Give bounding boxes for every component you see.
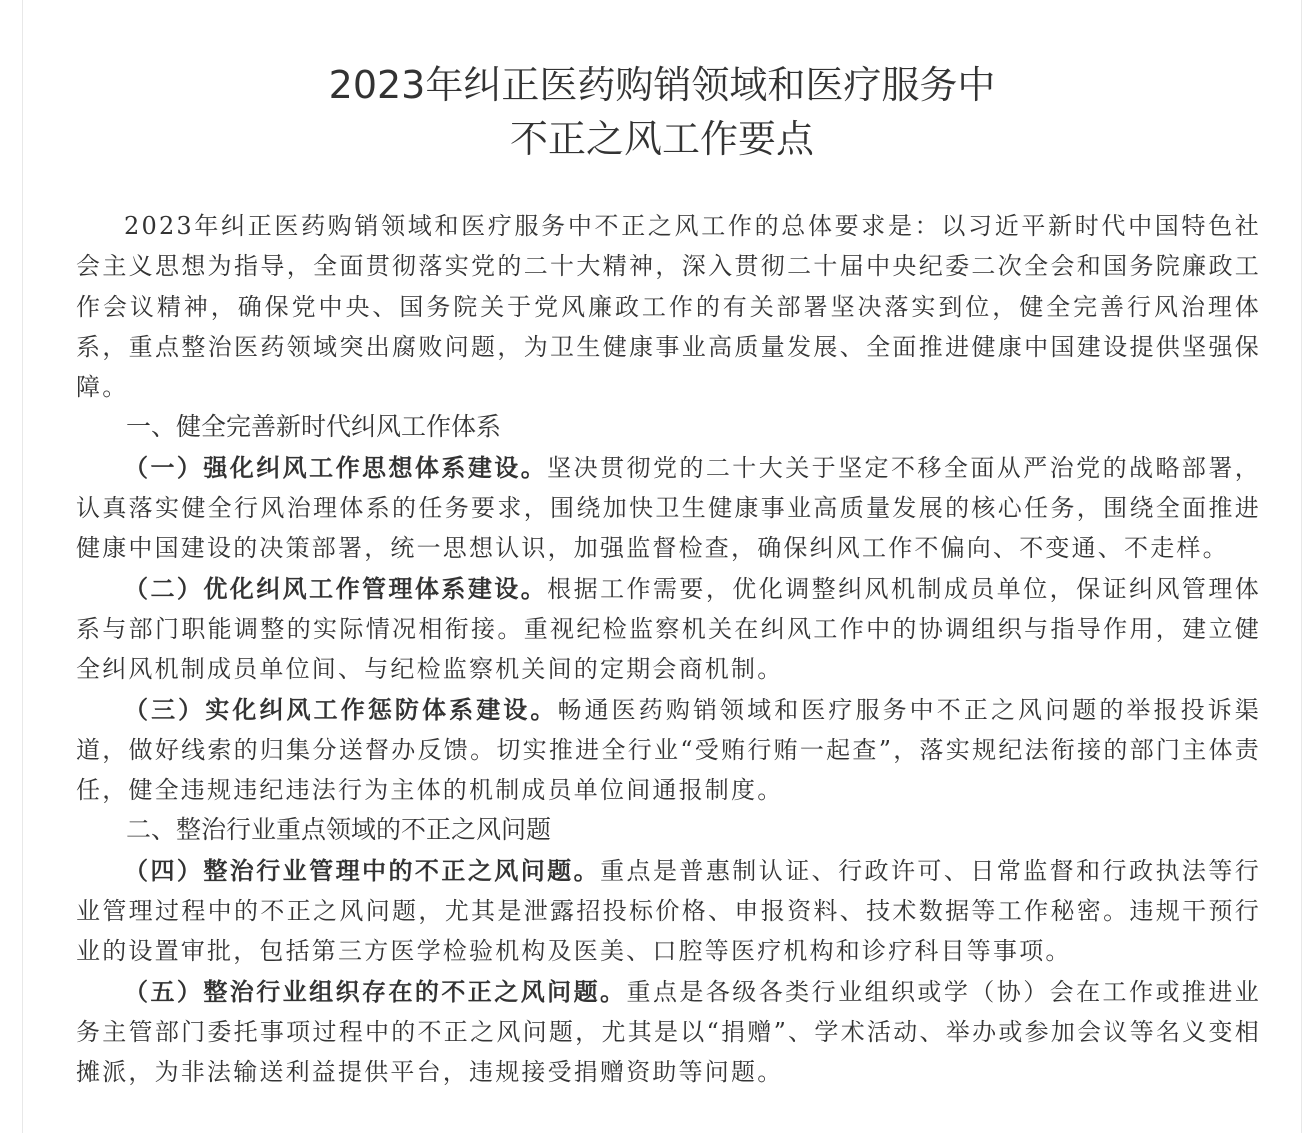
item-lead-5: （五）整治行业组织存在的不正之风问题。 — [124, 976, 627, 1006]
title-line-2: 不正之风工作要点 — [509, 117, 814, 161]
item-paragraph-2 — [76, 569, 1261, 690]
document-page — [22, 0, 1302, 1133]
item-lead-1: （一）强化纠风工作思想体系建设。 — [124, 452, 548, 482]
title-line-1: 2023年纠正医药购销领域和医疗服务中 — [328, 63, 996, 107]
item-paragraph-1 — [76, 448, 1261, 569]
item-lead-2: （二）优化纠风工作管理体系建设。 — [124, 573, 548, 603]
item-paragraph-4 — [76, 851, 1261, 972]
item-body-2: 根据工作需要，优化调整纠风机制成员单位，保证纠风管理体系与部门职能调整的实际情况相衔接。重视纪检监察机关在纠风工作中的协调组织与指导作用，建立健全纠风机制成员单位间、与纪检监察机关间的定期会商机制。 — [76, 574, 1262, 684]
item-body-5: 重点是各级各类行业组织或学（协）会在工作或推进业务主管部门委托事项过程中的不正之风问题，尤其是以“捐赠”、学术活动、举办或参加会议等名义变相摊派，为非法输送利益提供平台，违规接受捐赠资助等问题。 — [76, 977, 1261, 1087]
item-paragraph-3 — [76, 690, 1261, 811]
item-lead-3: （三）实化纠风工作惩防体系建设。 — [124, 694, 558, 724]
document-body — [76, 206, 1261, 1093]
document-title — [23, 58, 1301, 166]
item-body-4: 重点是普惠制认证、行政许可、日常监督和行政执法等行业管理过程中的不正之风问题，尤其是泄露招投标价格、申报资料、技术数据等工作秘密。违规干预行业的设置审批，包括第三方医学检验机构及医美、口腔等医疗机构和诊疗科目等事项。 — [76, 856, 1261, 966]
section-heading-1: 一、健全完善新时代纠风工作体系 — [126, 412, 502, 442]
item-lead-4: （四）整治行业管理中的不正之风问题。 — [124, 855, 601, 885]
section-heading-2: 二、整治行业重点领域的不正之风问题 — [126, 815, 552, 845]
item-paragraph-5 — [76, 972, 1261, 1093]
item-body-3: 畅通医药购销领域和医疗服务中不正之风问题的举报投诉渠道，做好线索的归集分送督办反馈。切实推进全行业“受贿行贿一起查”，落实规纪法衔接的部门主体责任，健全违规违纪违法行为主体的机制成员单位间通报制度。 — [76, 695, 1261, 805]
intro-paragraph: 2023年纠正医药购销领域和医疗服务中不正之风工作的总体要求是：以习近平新时代中国特色社会主义思想为指导，全面贯彻落实党的二十大精神，深入贯彻二十届中央纪委二次全会和国务院廉政工作会议精神，确保党中央、国务院关于党风廉政工作的有关部署坚决落实到位，健全完善行风治理体系，重点整治医药领域突出腐败问题，为卫生健康事业高质量发展、全面推进健康中国建设提供坚强保障。 — [76, 212, 1261, 402]
item-body-1: 坚决贯彻党的二十大关于坚定不移全面从严治党的战略部署，认真落实健全行风治理体系的任务要求，围绕加快卫生健康事业高质量发展的核心任务，围绕全面推进健康中国建设的决策部署，统一思想认识，加强监督检查，确保纠风工作不偏向、不变通、不走样。 — [76, 453, 1262, 563]
